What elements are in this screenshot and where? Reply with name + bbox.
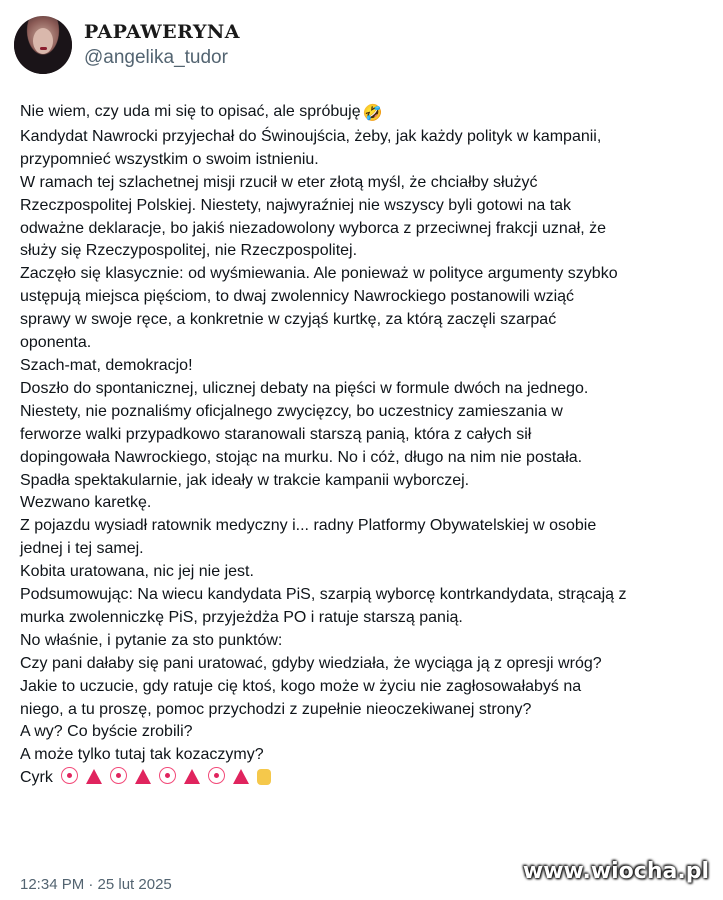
post-line: niego, a tu proszę, pomoc przychodzi z zupełnie nieoczekiwanej strony? [20, 700, 532, 718]
post-line: Spadła spektakularnie, jak ideały w trakcie kampanii wyborczej. [20, 471, 470, 489]
post-timestamp[interactable]: 12:34 PM · 25 lut 2025 [20, 876, 172, 893]
user-handle[interactable]: @angelika_tudor [84, 47, 228, 68]
post-line: Kandydat Nawrocki przyjechał do Świnoujścia, żeby, jak każdy polityk w kampanii, [20, 127, 602, 145]
post-line: Szach-mat, demokracjo! [20, 356, 193, 374]
post-line: przypomnieć wszystkim o swoim istnieniu. [20, 150, 319, 168]
post-line: jednej i tej samej. [20, 540, 144, 558]
post-line: murka zwolenniczkę PiS, przyjeżdża PO i ratuje starszą panią. [20, 608, 463, 626]
post-text [20, 101, 710, 790]
post-line: Zaczęło się klasycznie: od wyśmiewania. Ale ponieważ w polityce argumenty szybko [20, 265, 618, 283]
circus-tent-icon [135, 769, 151, 784]
circus-tent-icon [184, 769, 200, 784]
post-line: No właśnie, i pytanie za sto punktów: [20, 631, 283, 649]
clown-face-icon [208, 767, 225, 784]
person-juggling-icon [257, 769, 271, 785]
avatar-face [33, 28, 53, 54]
circus-tent-icon [233, 769, 249, 784]
post-line: Czy pani dałaby się pani uratować, gdyby wiedziała, że wyciąga ją z opresji wróg? [20, 654, 602, 672]
post-line-emoji-row: Cyrk [20, 767, 710, 790]
post-line: Nie wiem, czy uda mi się to opisać, ale spróbuję 🤣 [20, 101, 710, 126]
post-line: W ramach tej szlachetnej misji rzucił w eter złotą myśl, że chciałby służyć [20, 173, 538, 191]
post-line: A wy? Co byście zrobili? [20, 723, 193, 741]
post-line: Z pojazdu wysiadł ratownik medyczny i... radny Platformy Obywatelskiej w osobie [20, 517, 597, 535]
post-header [14, 16, 240, 74]
post-line: Rzeczpospolitej Polskiej. Niestety, najwyraźniej nie wszyscy byli gotowi na tak [20, 196, 572, 214]
post-line: oponenta. [20, 334, 92, 352]
post-line: sprawy w swoje ręce, a konkretnie w czyjąś kurtkę, za którą zaczęli szarpać [20, 311, 557, 329]
post-line: Jakie to uczucie, gdy ratuje cię ktoś, kogo może w życiu nie zagłosowałabyś na [20, 677, 582, 695]
clown-face-icon [61, 767, 78, 784]
post-line: służy się Rzeczypospolitej, nie Rzeczpospolitej. [20, 242, 358, 260]
site-watermark: www.wiocha.pl [522, 859, 709, 884]
post-line: odważne deklaracje, bo jakiś niezadowolony wyborca z przeciwnej frakcji uznał, że [20, 219, 607, 237]
clown-face-icon [159, 767, 176, 784]
avatar-lips [40, 47, 47, 50]
clown-face-icon [110, 767, 127, 784]
post-line: A może tylko tutaj tak kozaczymy? [20, 746, 264, 764]
post-line: Kobita uratowana, nic jej nie jest. [20, 563, 254, 581]
display-name[interactable]: PAPAWERYNA [84, 21, 241, 43]
rolling-on-floor-laughing-icon: 🤣 [362, 105, 383, 122]
author-names [84, 21, 240, 69]
post-line: ustępują miejsca pięściom, to dwaj zwolennicy Nawrockiego postanowili wziąć [20, 288, 575, 306]
avatar[interactable] [14, 16, 72, 74]
post-line: dopingowała Nawrockiego, stojąc na murku. No i cóż, długo na nim nie postała. [20, 448, 583, 466]
post-line: Podsumowując: Na wiecu kandydata PiS, szarpią wyborcę kontrkandydata, strącają z [20, 586, 627, 604]
post-line: Niestety, nie poznaliśmy oficjalnego zwycięzcy, bo uczestnicy zamieszania w [20, 402, 563, 420]
post-line: ferworze walki przypadkowo staranowali starszą panią, która z całych sił [20, 425, 532, 443]
post-line: Doszło do spontanicznej, ulicznej debaty na pięści w formule dwóch na jednego. [20, 379, 589, 397]
post-line: Wezwano karetkę. [20, 494, 152, 512]
circus-tent-icon [86, 769, 102, 784]
